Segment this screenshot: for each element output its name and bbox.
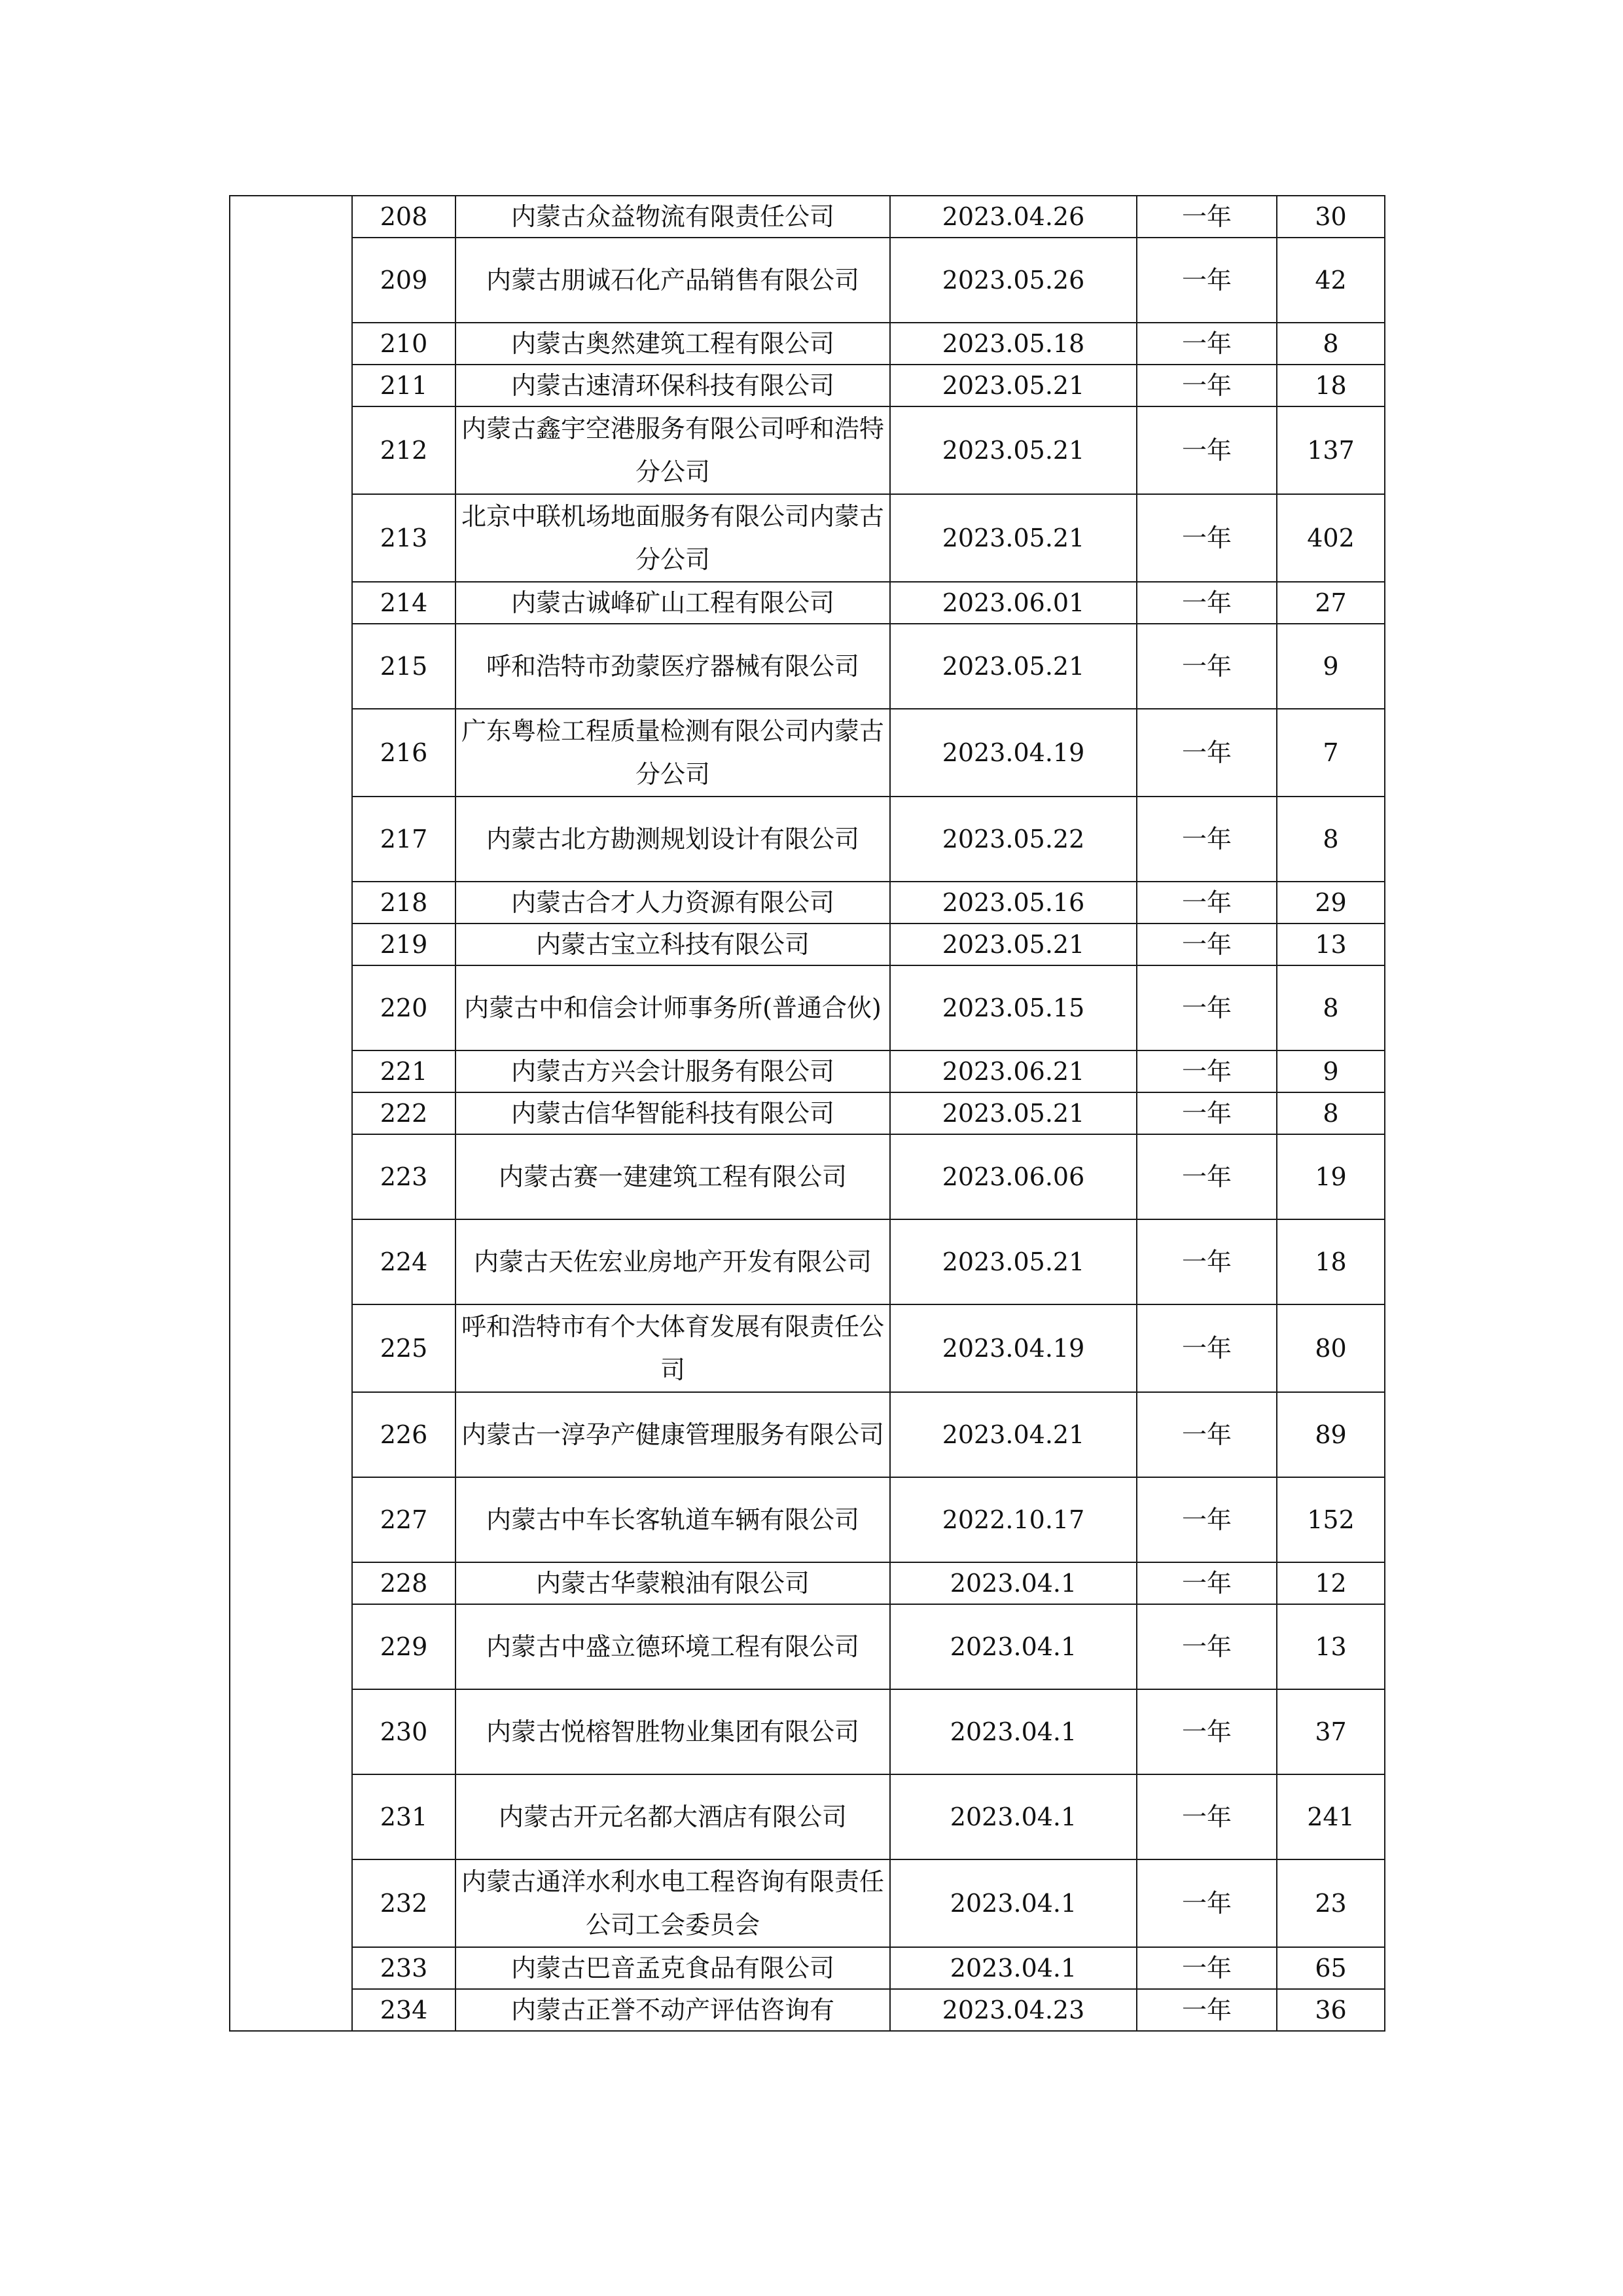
start-date-cell: 2023.04.1 [890,1774,1137,1859]
headcount-cell: 13 [1277,1604,1385,1689]
row-number-cell: 223 [352,1134,455,1219]
period-cell: 一年 [1137,924,1277,965]
row-number-cell: 226 [352,1392,455,1477]
table-row [230,924,1385,965]
period-cell: 一年 [1137,238,1277,323]
period-cell: 一年 [1137,797,1277,882]
period-cell: 一年 [1137,624,1277,709]
start-date-cell: 2023.04.1 [890,1562,1137,1604]
period-cell: 一年 [1137,1304,1277,1392]
headcount-cell: 402 [1277,494,1385,582]
company-name-cell: 内蒙古诚峰矿山工程有限公司 [455,582,890,624]
row-number-cell: 228 [352,1562,455,1604]
headcount-cell: 65 [1277,1947,1385,1989]
company-name-cell: 内蒙古北方勘测规划设计有限公司 [455,797,890,882]
start-date-cell: 2023.04.1 [890,1859,1137,1947]
period-cell: 一年 [1137,1947,1277,1989]
start-date-cell: 2023.04.23 [890,1989,1137,2031]
company-name-cell: 内蒙古合才人力资源有限公司 [455,882,890,924]
company-name-cell: 内蒙古开元名都大酒店有限公司 [455,1774,890,1859]
table-row [230,365,1385,406]
start-date-cell: 2023.04.19 [890,709,1137,797]
company-name-cell: 内蒙古巴音孟克食品有限公司 [455,1947,890,1989]
row-number-cell: 227 [352,1477,455,1562]
start-date-cell: 2023.05.21 [890,365,1137,406]
headcount-cell: 29 [1277,882,1385,924]
table-row [230,1477,1385,1562]
headcount-cell: 9 [1277,1050,1385,1092]
period-cell: 一年 [1137,582,1277,624]
headcount-cell: 8 [1277,797,1385,882]
headcount-cell: 89 [1277,1392,1385,1477]
company-name-cell: 内蒙古中盛立德环境工程有限公司 [455,1604,890,1689]
headcount-cell: 8 [1277,1092,1385,1134]
row-number-cell: 234 [352,1989,455,2031]
period-cell: 一年 [1137,1989,1277,2031]
table-row [230,624,1385,709]
start-date-cell: 2023.05.16 [890,882,1137,924]
company-name-cell: 内蒙古朋诚石化产品销售有限公司 [455,238,890,323]
headcount-cell: 36 [1277,1989,1385,2031]
headcount-cell: 18 [1277,365,1385,406]
start-date-cell: 2023.05.21 [890,624,1137,709]
row-number-cell: 211 [352,365,455,406]
row-number-cell: 232 [352,1859,455,1947]
period-cell: 一年 [1137,1050,1277,1092]
period-cell: 一年 [1137,406,1277,494]
row-number-cell: 224 [352,1219,455,1304]
table-row [230,1774,1385,1859]
row-number-cell: 219 [352,924,455,965]
start-date-cell: 2023.06.01 [890,582,1137,624]
row-number-cell: 229 [352,1604,455,1689]
period-cell: 一年 [1137,1604,1277,1689]
table-row [230,1134,1385,1219]
company-name-cell: 北京中联机场地面服务有限公司内蒙古分公司 [455,494,890,582]
headcount-cell: 137 [1277,406,1385,494]
headcount-cell: 9 [1277,624,1385,709]
headcount-cell: 80 [1277,1304,1385,1392]
start-date-cell: 2023.05.21 [890,494,1137,582]
company-name-cell: 内蒙古通洋水利水电工程咨询有限责任公司工会委员会 [455,1859,890,1947]
row-number-cell: 230 [352,1689,455,1774]
table-body [230,196,1385,2031]
table-row [230,1392,1385,1477]
row-number-cell: 210 [352,323,455,365]
table-row [230,1050,1385,1092]
table-row [230,1219,1385,1304]
start-date-cell: 2023.06.21 [890,1050,1137,1092]
table-row [230,1604,1385,1689]
table-row [230,1859,1385,1947]
headcount-cell: 13 [1277,924,1385,965]
row-number-cell: 213 [352,494,455,582]
headcount-cell: 7 [1277,709,1385,797]
period-cell: 一年 [1137,1134,1277,1219]
company-name-cell: 内蒙古正誉不动产评估咨询有 [455,1989,890,2031]
table-row [230,1562,1385,1604]
start-date-cell: 2023.04.1 [890,1604,1137,1689]
company-name-cell: 内蒙古华蒙粮油有限公司 [455,1562,890,1604]
company-name-cell: 内蒙古中车长客轨道车辆有限公司 [455,1477,890,1562]
period-cell: 一年 [1137,494,1277,582]
period-cell: 一年 [1137,1562,1277,1604]
period-cell: 一年 [1137,323,1277,365]
period-cell: 一年 [1137,1774,1277,1859]
headcount-cell: 42 [1277,238,1385,323]
row-number-cell: 209 [352,238,455,323]
start-date-cell: 2023.05.21 [890,1092,1137,1134]
row-number-cell: 221 [352,1050,455,1092]
headcount-cell: 12 [1277,1562,1385,1604]
start-date-cell: 2023.05.21 [890,406,1137,494]
company-name-cell: 呼和浩特市有个大体育发展有限责任公司 [455,1304,890,1392]
table-row [230,709,1385,797]
period-cell: 一年 [1137,1859,1277,1947]
table-row [230,582,1385,624]
period-cell: 一年 [1137,1092,1277,1134]
period-cell: 一年 [1137,709,1277,797]
row-number-cell: 216 [352,709,455,797]
company-name-cell: 内蒙古一淳孕产健康管理服务有限公司 [455,1392,890,1477]
start-date-cell: 2023.05.18 [890,323,1137,365]
company-name-cell: 内蒙古天佐宏业房地产开发有限公司 [455,1219,890,1304]
table-row [230,1689,1385,1774]
company-name-cell: 内蒙古宝立科技有限公司 [455,924,890,965]
category-cell [230,196,352,2031]
row-number-cell: 220 [352,965,455,1050]
row-number-cell: 217 [352,797,455,882]
start-date-cell: 2023.04.19 [890,1304,1137,1392]
row-number-cell: 215 [352,624,455,709]
company-name-cell: 内蒙古鑫宇空港服务有限公司呼和浩特分公司 [455,406,890,494]
row-number-cell: 222 [352,1092,455,1134]
company-name-cell: 呼和浩特市劲蒙医疗器械有限公司 [455,624,890,709]
headcount-cell: 8 [1277,323,1385,365]
headcount-cell: 18 [1277,1219,1385,1304]
company-name-cell: 广东粤检工程质量检测有限公司内蒙古分公司 [455,709,890,797]
period-cell: 一年 [1137,882,1277,924]
start-date-cell: 2023.04.1 [890,1689,1137,1774]
table-row [230,196,1385,238]
period-cell: 一年 [1137,1477,1277,1562]
row-number-cell: 212 [352,406,455,494]
headcount-cell: 27 [1277,582,1385,624]
table-row [230,238,1385,323]
period-cell: 一年 [1137,365,1277,406]
row-number-cell: 225 [352,1304,455,1392]
row-number-cell: 218 [352,882,455,924]
table-row [230,882,1385,924]
table-row [230,1989,1385,2031]
start-date-cell: 2022.10.17 [890,1477,1137,1562]
table-row [230,494,1385,582]
table-row [230,323,1385,365]
row-number-cell: 214 [352,582,455,624]
headcount-cell: 37 [1277,1689,1385,1774]
period-cell: 一年 [1137,965,1277,1050]
company-name-cell: 内蒙古中和信会计师事务所(普通合伙) [455,965,890,1050]
table-row [230,1947,1385,1989]
headcount-cell: 152 [1277,1477,1385,1562]
table-row [230,965,1385,1050]
company-name-cell: 内蒙古奥然建筑工程有限公司 [455,323,890,365]
table-row [230,1304,1385,1392]
table-row [230,406,1385,494]
start-date-cell: 2023.05.22 [890,797,1137,882]
start-date-cell: 2023.04.21 [890,1392,1137,1477]
company-name-cell: 内蒙古方兴会计服务有限公司 [455,1050,890,1092]
company-name-cell: 内蒙古速清环保科技有限公司 [455,365,890,406]
company-name-cell: 内蒙古信华智能科技有限公司 [455,1092,890,1134]
company-name-cell: 内蒙古悦榕智胜物业集团有限公司 [455,1689,890,1774]
period-cell: 一年 [1137,196,1277,238]
row-number-cell: 231 [352,1774,455,1859]
start-date-cell: 2023.05.21 [890,1219,1137,1304]
row-number-cell: 208 [352,196,455,238]
headcount-cell: 241 [1277,1774,1385,1859]
table-row [230,1092,1385,1134]
employer-list-table [229,195,1385,2032]
headcount-cell: 8 [1277,965,1385,1050]
period-cell: 一年 [1137,1219,1277,1304]
start-date-cell: 2023.05.21 [890,924,1137,965]
start-date-cell: 2023.06.06 [890,1134,1137,1219]
company-name-cell: 内蒙古众益物流有限责任公司 [455,196,890,238]
headcount-cell: 23 [1277,1859,1385,1947]
period-cell: 一年 [1137,1689,1277,1774]
headcount-cell: 19 [1277,1134,1385,1219]
start-date-cell: 2023.04.26 [890,196,1137,238]
start-date-cell: 2023.05.15 [890,965,1137,1050]
headcount-cell: 30 [1277,196,1385,238]
start-date-cell: 2023.04.1 [890,1947,1137,1989]
period-cell: 一年 [1137,1392,1277,1477]
table-row [230,797,1385,882]
company-name-cell: 内蒙古赛一建建筑工程有限公司 [455,1134,890,1219]
row-number-cell: 233 [352,1947,455,1989]
start-date-cell: 2023.05.26 [890,238,1137,323]
